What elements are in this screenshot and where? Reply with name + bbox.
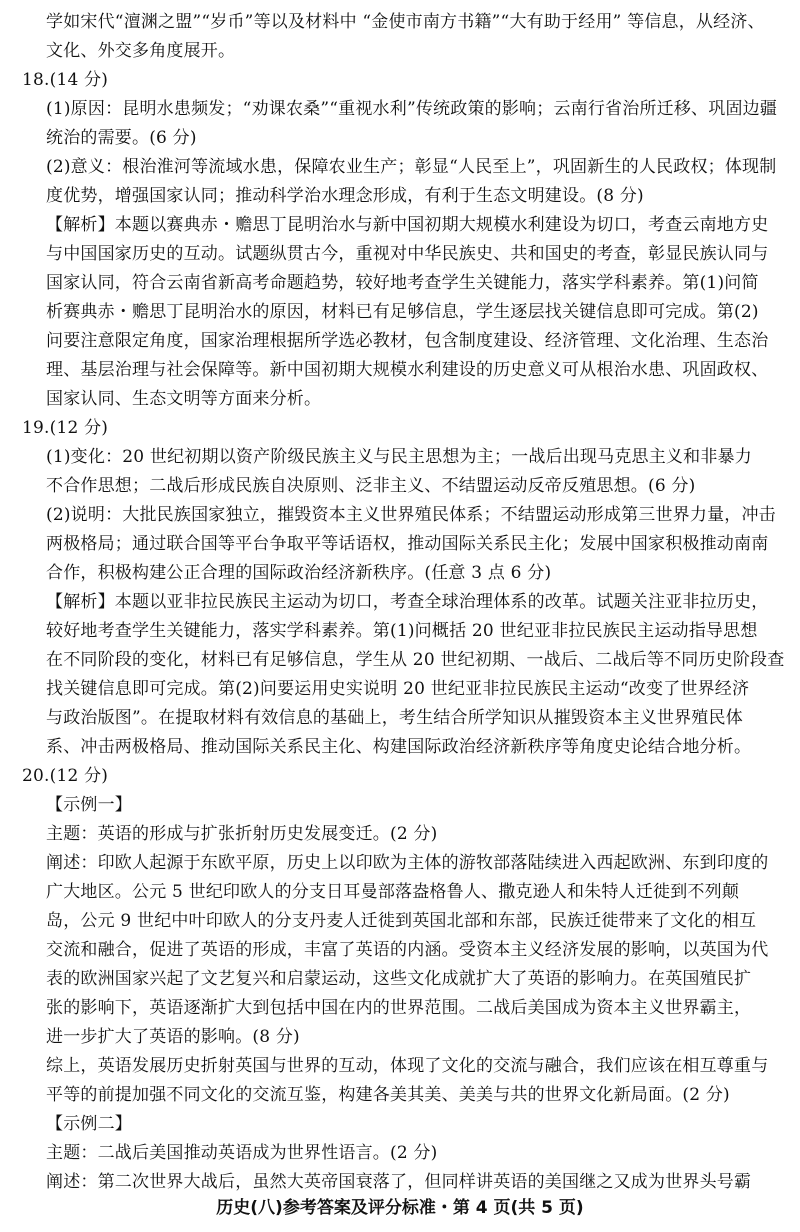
- text-line: 国家认同、生态文明等方面来分析。: [46, 389, 322, 409]
- text-line: 理、基层治理与社会保障等。新中国初期大规模水利建设的历史意义可从根治水患、巩固政权、: [46, 360, 769, 380]
- text-line: 在不同阶段的变化，材料已有足够信息，学生从 20 世纪初期、一战后、二战后等不同历史阶段查: [46, 650, 785, 670]
- example-conclusion: 综上，英语发展历史折射英国与世界的互动，体现了文化的交流与融合，我们应该在相互尊重与: [46, 1056, 769, 1076]
- example-heading-2: 【示例二】: [46, 1114, 132, 1134]
- example-heading-1: 【示例一】: [46, 795, 132, 815]
- text-line: 析赛典赤・赡思丁昆明治水的原因，材料已有足够信息，学生逐层找关键信息即可完成。第(2): [46, 302, 759, 322]
- answer-part-2: (2)说明：大批民族国家独立，摧毁资本主义世界殖民体系；不结盟运动形成第三世界力量，冲击: [46, 505, 776, 525]
- text-line: 交流和融合，促进了英语的形成，丰富了英语的内涵。受资本主义经济发展的影响，以英国为代: [46, 940, 769, 960]
- text-line: 学如宋代“澶渊之盟”“岁币”等以及材料中 “金使市南方书籍”“大有助于经用” 等信息，从经济、: [46, 12, 765, 32]
- text-line: 岛，公元 9 世纪中叶印欧人的分支丹麦人迁徙到英国北部和东部，民族迁徙带来了文化的相互: [46, 911, 757, 931]
- analysis-paragraph: 【解析】本题以赛典赤・赡思丁昆明治水与新中国初期大规模水利建设为切口，考查云南地方史: [46, 215, 769, 235]
- analysis-paragraph: 【解析】本题以亚非拉民族民主运动为切口，考查全球治理体系的改革。试题关注亚非拉历史，: [46, 592, 769, 612]
- question-number-18: 18.(14 分): [22, 70, 109, 90]
- text-line: 问要注意限定角度，国家治理根据所学选必教材，包含制度建设、经济管理、文化治理、生态治: [46, 331, 769, 351]
- question-number-20: 20.(12 分): [22, 766, 109, 786]
- text-line: 文化、外交多角度展开。: [46, 41, 236, 61]
- example-elaboration: 阐述：印欧人起源于东欧平原，历史上以印欧为主体的游牧部落陆续进入西起欧洲、东到印度的: [46, 853, 769, 873]
- question-number-19: 19.(12 分): [22, 418, 109, 438]
- text-line: 较好地考查学生关键能力，落实学科素养。第(1)问概括 20 世纪亚非拉民族民主运动指导思想: [46, 621, 758, 641]
- text-line: 张的影响下，英语逐渐扩大到包括中国在内的世界范围。二战后美国成为资本主义世界霸主，: [46, 998, 752, 1018]
- text-line: 统治的需要。(6 分): [46, 128, 197, 148]
- answer-text-body: [22, 8, 788, 1197]
- example-theme: 主题：英语的形成与扩张折射历史发展变迁。(2 分): [46, 824, 438, 844]
- answer-part-1: (1)原因：昆明水患频发；“劝课农桑”“重视水利”传统政策的影响；云南行省治所迁移、巩固边疆: [46, 99, 778, 119]
- text-line: 与中国国家历史的互动。试题纵贯古今，重视对中华民族史、共和国史的考查，彰显民族认同与: [46, 244, 769, 264]
- text-line: 合作，积极构建公正合理的国际政治经济新秩序。(任意 3 点 6 分): [46, 563, 552, 583]
- example-elaboration: 阐述：第二次世界大战后，虽然大英帝国衰落了，但同样讲英语的美国继之又成为世界头号霸: [46, 1172, 752, 1192]
- answer-part-1: (1)变化：20 世纪初期以资产阶级民族主义与民主思想为主；一战后出现马克思主义和非暴力: [46, 447, 752, 467]
- answer-part-2: (2)意义：根治淮河等流域水患，保障农业生产；彰显“人民至上”，巩固新生的人民政权；体现制: [46, 157, 777, 177]
- text-line: 找关键信息即可完成。第(2)问要运用史实说明 20 世纪亚非拉民族民主运动“改变了世界经济: [46, 679, 750, 699]
- text-line: 不合作思想；二战后形成民族自决原则、泛非主义、不结盟运动反帝反殖思想。(6 分): [46, 476, 696, 496]
- text-line: 度优势，增强国家认同；推动科学治水理念形成，有利于生态文明建设。(8 分): [46, 186, 644, 206]
- text-line: 表的欧洲国家兴起了文艺复兴和启蒙运动，这些文化成就扩大了英语的影响力。在英国殖民扩: [46, 969, 752, 989]
- text-line: 国家认同，符合云南省新高考命题趋势，较好地考查学生关键能力，落实学科素养。第(1)问简: [46, 273, 759, 293]
- text-line: 广大地区。公元 5 世纪印欧人的分支日耳曼部落盎格鲁人、撒克逊人和朱特人迁徙到不列颠: [46, 882, 740, 902]
- text-line: 与政治版图”。在提取材料有效信息的基础上，考生结合所学知识从摧毁资本主义世界殖民体: [46, 708, 743, 728]
- text-line: 进一步扩大了英语的影响。(8 分): [46, 1027, 300, 1047]
- text-line: 平等的前提加强不同文化的交流互鉴，构建各美其美、美美与共的世界文化新局面。(2 分): [46, 1085, 730, 1105]
- page-footer: 历史(八)参考答案及评分标准・第 4 页(共 5 页): [216, 1198, 584, 1218]
- example-theme: 主题：二战后美国推动英语成为世界性语言。(2 分): [46, 1143, 438, 1163]
- text-line: 系、冲击两极格局、推动国际关系民主化、构建国际政治经济新秩序等角度史论结合地分析。: [46, 737, 752, 757]
- text-line: 两极格局；通过联合国等平台争取平等话语权，推动国际关系民主化；发展中国家积极推动南南: [46, 534, 769, 554]
